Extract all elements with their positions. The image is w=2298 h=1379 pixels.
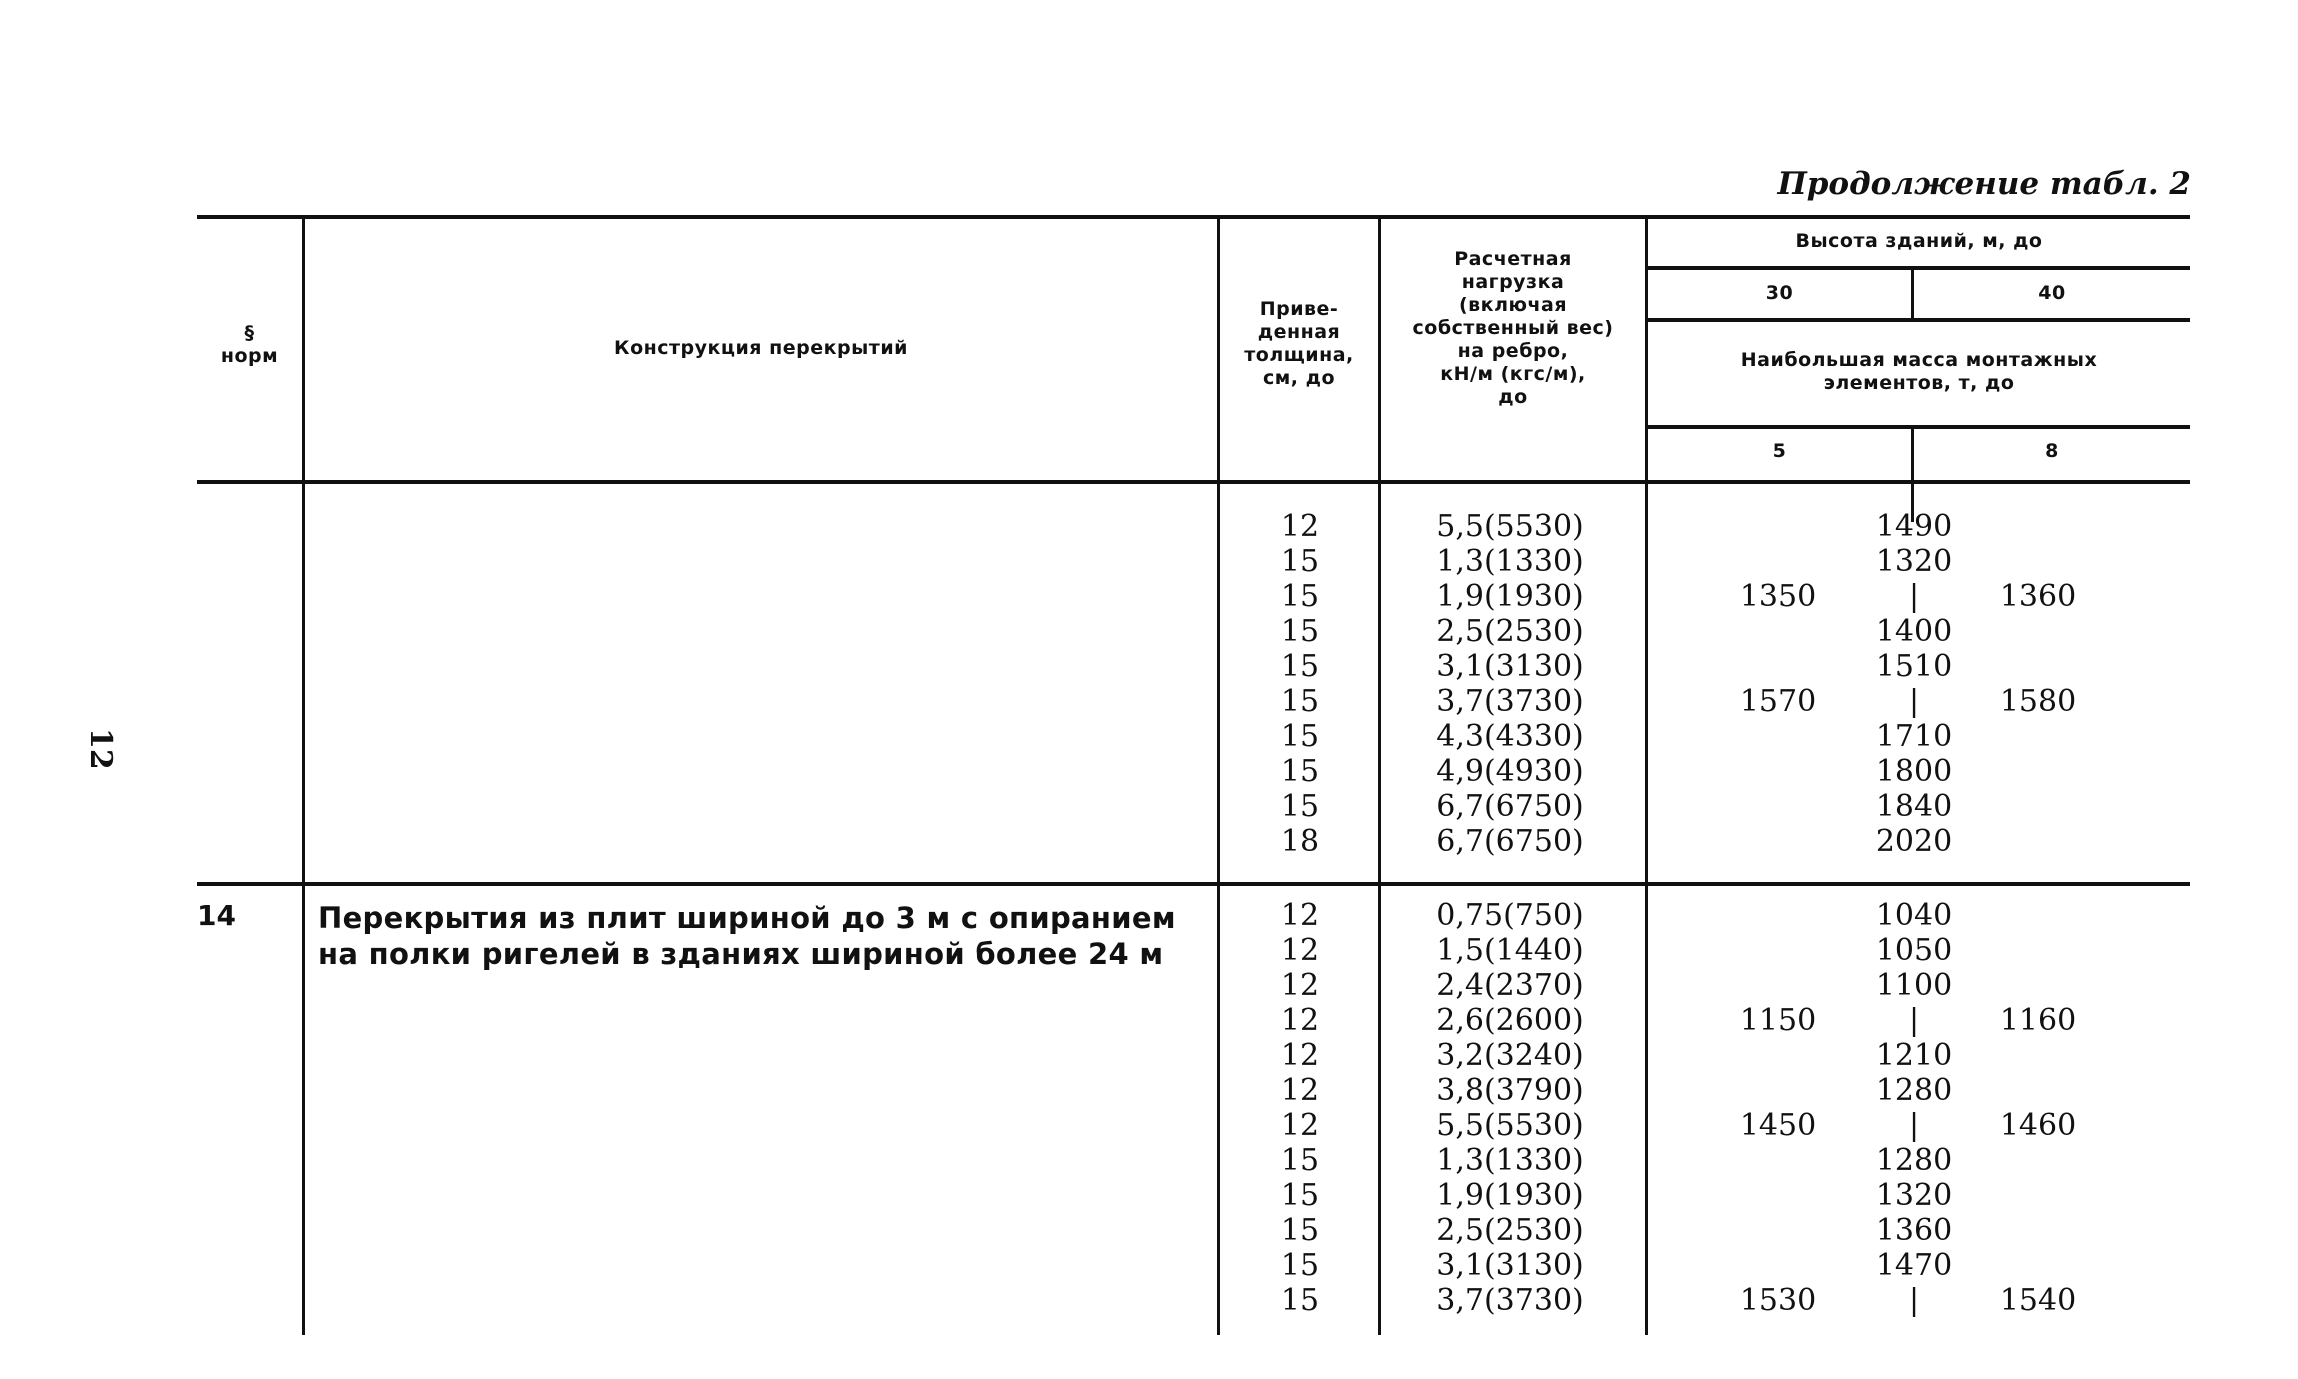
thickness-cell: 12 [1280,1108,1320,1143]
load-cell: 6,7(6750) [1436,824,1584,859]
table-caption: Продолжение табл. 2 [1777,166,2191,202]
merged-mass-cell: 1510 [1875,649,1953,684]
thickness-cell: 12 [1280,898,1320,933]
merged-mass-cell: 1800 [1875,754,1953,789]
load-cell: 2,5(2530) [1436,614,1584,649]
load-cell: 0,75(750) [1436,898,1584,933]
merged-mass-cell: 1490 [1875,509,1953,544]
thickness-cell: 12 [1280,509,1320,544]
mass-5-cell: 1150 [1739,1003,1817,1038]
merged-mass-cell: 1320 [1875,544,1953,579]
mass-8-cell: 1580 [1999,684,2077,719]
header-mass-5: 5 [1772,440,1787,462]
load-cell: 5,5(5530) [1436,1108,1584,1143]
merged-mass-cell: 1040 [1875,898,1953,933]
load-cell: 5,5(5530) [1436,509,1584,544]
header-norm [197,322,302,368]
load-cell: 4,3(4330) [1436,719,1584,754]
load-cell: 3,7(3730) [1436,684,1584,719]
header-construction: Конструкция перекрытий [614,337,908,359]
thickness-cell: 15 [1280,1178,1320,1213]
merged-mass-cell: | [1908,1108,1920,1143]
load-cell: 3,7(3730) [1436,1283,1584,1318]
header-height-40: 40 [2038,282,2066,304]
merged-mass-cell: 1100 [1875,968,1953,1003]
header-bottom-rule [197,480,2190,484]
table-top-rule [197,215,2190,219]
thickness-cell: 12 [1280,1003,1320,1038]
thickness-cell: 18 [1280,824,1320,859]
load-cell: 1,9(1930) [1436,579,1584,614]
mass-5-cell: 1530 [1739,1283,1817,1318]
mass-5-cell: 1350 [1739,579,1817,614]
load-cell: 3,8(3790) [1436,1073,1584,1108]
merged-mass-cell: 1210 [1875,1038,1953,1073]
thickness-cell: 15 [1280,1143,1320,1178]
construction-description: Перекрытия из плит шириной до 3 м с опиранием на полки ригелей в зданиях шириной более 24 м [318,901,1176,971]
thickness-cell: 15 [1280,1283,1320,1318]
header-load: Расчетная нагрузка (включая собственный вес) на ребро, кН/м (кгс/м), до [1412,248,1614,408]
load-cell: 1,5(1440) [1436,933,1584,968]
merged-mass-cell: 1400 [1875,614,1953,649]
merged-mass-cell: 1050 [1875,933,1953,968]
height-group-rule [1645,266,2190,270]
header-mass-8: 8 [2045,440,2059,462]
mass-8-cell: 1160 [1999,1003,2077,1038]
load-cell: 2,6(2600) [1436,1003,1584,1038]
thickness-cell: 15 [1280,579,1320,614]
merged-mass-cell: 1840 [1875,789,1953,824]
merged-mass-cell: 1710 [1875,719,1953,754]
thickness-cell: 15 [1280,754,1320,789]
page-number: 12 [83,728,118,770]
load-cell: 6,7(6750) [1436,789,1584,824]
thickness-cell: 15 [1280,1213,1320,1248]
header-height-30: 30 [1765,282,1794,304]
thickness-cell: 12 [1280,968,1320,1003]
header-thickness: Приве- денная толщина, см, до [1244,298,1354,389]
mass-5-cell: 1570 [1739,684,1817,719]
height-values-rule [1645,318,2190,322]
mass-8-cell: 1360 [1999,579,2077,614]
mass-5-cell: 1450 [1739,1108,1817,1143]
thickness-cell: 15 [1280,649,1320,684]
section-divider-rule [197,882,2190,886]
merged-mass-cell: | [1908,684,1920,719]
load-cell: 4,9(4930) [1436,754,1584,789]
load-cell: 3,1(3130) [1436,1248,1584,1283]
merged-mass-cell: 1320 [1875,1178,1953,1213]
thickness-cell: 15 [1280,544,1320,579]
thickness-cell: 15 [1280,614,1320,649]
header-mass-group: Наибольшая масса монтажных элементов, т, до [1740,349,2098,394]
merged-mass-cell: 1280 [1875,1143,1953,1178]
norm-number: 14 [197,899,236,932]
load-cell: 2,5(2530) [1436,1213,1584,1248]
merged-mass-cell: 2020 [1875,824,1953,859]
thickness-cell: 12 [1280,1073,1320,1108]
merged-mass-cell: | [1908,1003,1920,1038]
merged-mass-cell: | [1908,579,1920,614]
thickness-cell: 15 [1280,789,1320,824]
thickness-cell: 15 [1280,719,1320,754]
thickness-cell: 15 [1280,1248,1320,1283]
mass-8-cell: 1460 [1999,1108,2077,1143]
load-cell: 1,3(1330) [1436,544,1584,579]
merged-mass-cell: 1360 [1875,1213,1953,1248]
merged-mass-cell: | [1908,1283,1920,1318]
header-height-group: Высота зданий, м, до [1795,230,2043,252]
load-cell: 1,9(1930) [1436,1178,1584,1213]
merged-mass-cell: 1470 [1875,1248,1953,1283]
thickness-cell: 15 [1280,684,1320,719]
thickness-cell: 12 [1280,933,1320,968]
load-cell: 3,1(3130) [1436,649,1584,684]
merged-mass-cell: 1280 [1875,1073,1953,1108]
column-divider-construction [302,215,305,1335]
section-symbol: § [244,322,255,344]
load-cell: 2,4(2370) [1436,968,1584,1003]
thickness-cell: 12 [1280,1038,1320,1073]
load-cell: 3,2(3240) [1436,1038,1584,1073]
mass-group-rule [1645,425,2190,429]
mass-8-cell: 1540 [1999,1283,2077,1318]
load-cell: 1,3(1330) [1436,1143,1584,1178]
header-norm-label: норм [220,345,279,367]
